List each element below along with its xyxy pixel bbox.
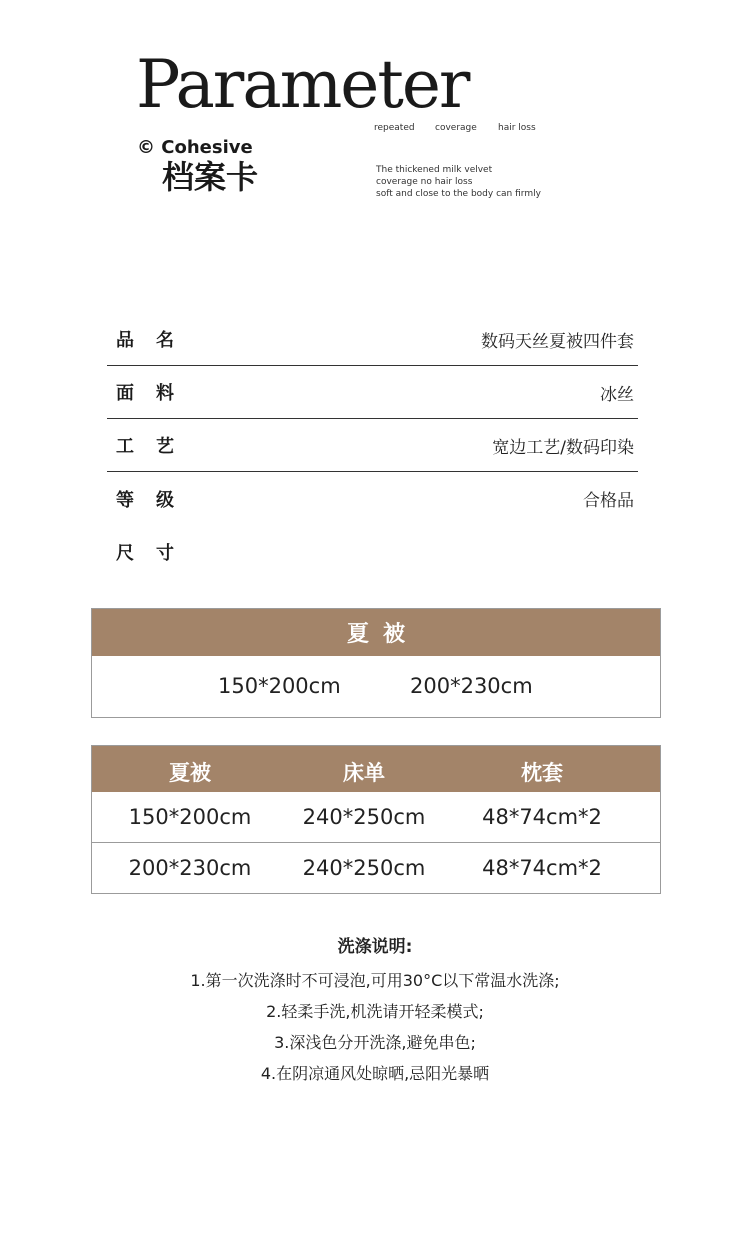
- table-cell: 48*74cm*2: [482, 805, 602, 829]
- tag-repeated: repeated: [374, 123, 415, 133]
- header-title: Parameter: [136, 46, 469, 123]
- table-cell: 240*250cm: [302, 856, 426, 880]
- washing-line: 4.在阴凉通风处晾晒,忌阳光暴晒: [260, 1064, 490, 1083]
- param-row-size: [107, 525, 638, 578]
- table-row: [92, 656, 660, 717]
- washing-title: 洗涤说明:: [337, 937, 413, 957]
- param-label: 等级: [116, 489, 196, 511]
- header-cell-sheet: 床单: [343, 761, 385, 785]
- table-header-row: [92, 746, 660, 792]
- param-row-name: [107, 313, 638, 366]
- description-line: soft and close to the body can firmly: [376, 189, 541, 199]
- washing-line: 3.深浅色分开洗涤,避免串色;: [274, 1033, 476, 1052]
- table-cell: 240*250cm: [302, 805, 426, 829]
- param-label: 尺寸: [116, 542, 196, 564]
- washing-line: 1.第一次洗涤时不可浸泡,可用30°C以下常温水洗涤;: [190, 971, 560, 990]
- table-cell: 200*230cm: [128, 856, 252, 880]
- param-label: 工艺: [116, 436, 196, 457]
- param-value: 宽边工艺/数码印染: [492, 437, 634, 458]
- parameter-list: [107, 313, 638, 578]
- description-line: coverage no hair loss: [376, 177, 473, 187]
- description-line: The thickened milk velvet: [376, 165, 493, 175]
- size-cell: 150*200cm: [218, 674, 341, 698]
- param-row-fabric: [107, 366, 638, 419]
- param-label: 品名: [116, 330, 196, 351]
- param-row-craft: [107, 419, 638, 472]
- header-cell-quilt: 夏被: [169, 761, 211, 785]
- table-cell: 48*74cm*2: [482, 856, 602, 880]
- size-cell: 200*230cm: [410, 674, 533, 698]
- header-description: [376, 164, 541, 200]
- washing-line: 2.轻柔手洗,机洗请开轻柔模式;: [266, 1002, 484, 1021]
- table-row: [92, 843, 660, 894]
- param-value: 合格品: [583, 491, 634, 511]
- table-header: 夏被: [92, 609, 660, 656]
- table-row: [92, 792, 660, 843]
- set-size-table: [91, 745, 661, 894]
- page-subtitle: 档案卡: [162, 158, 259, 196]
- summer-quilt-size-table: [91, 608, 661, 718]
- washing-instructions: [0, 932, 750, 1089]
- param-value: 冰丝: [600, 384, 634, 405]
- tag-hair-loss: hair loss: [498, 123, 536, 133]
- tag-coverage: coverage: [435, 123, 477, 133]
- brand-name: © Cohesive: [137, 137, 253, 158]
- param-value: 数码天丝夏被四件套: [481, 331, 634, 352]
- param-label: 面料: [116, 383, 196, 404]
- param-row-grade: [107, 472, 638, 525]
- table-cell: 150*200cm: [128, 805, 252, 829]
- header-cell-pillowcase: 枕套: [521, 761, 563, 785]
